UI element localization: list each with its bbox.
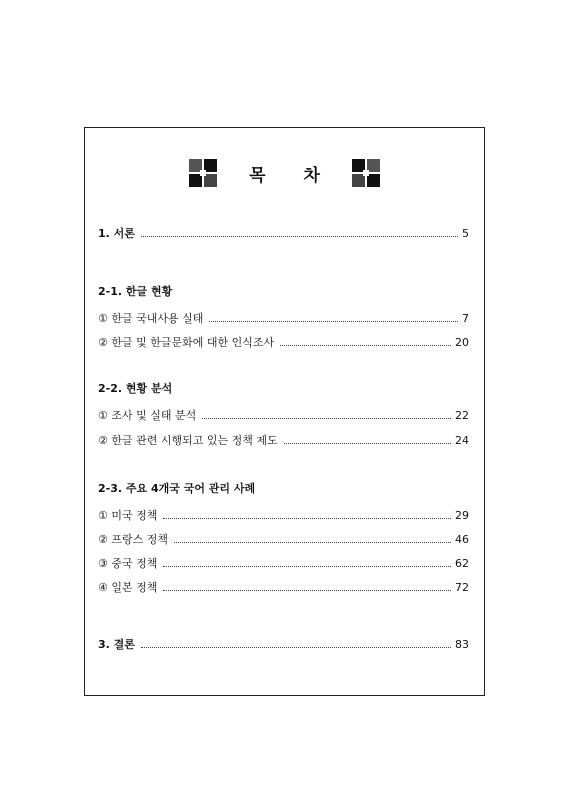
toc-entry-intro[interactable] [98, 225, 469, 241]
dot-leader [163, 566, 451, 567]
toc-entry-label: 1. 서론 [98, 227, 135, 240]
toc-page-number: 24 [455, 434, 469, 447]
toc-entry-label: 3. 결론 [98, 638, 135, 651]
toc-entry[interactable] [98, 579, 469, 595]
toc-title: 목 차 [249, 165, 336, 186]
toc-page-number: 72 [455, 581, 469, 594]
dot-leader [280, 345, 451, 346]
dot-leader [163, 518, 451, 519]
toc-entry-label: ① 조사 및 실태 분석 [98, 409, 197, 422]
toc-page-number: 29 [455, 509, 469, 522]
dot-leader [141, 647, 451, 648]
toc-entry-conclusion[interactable] [98, 636, 469, 652]
section-heading-2-2: 2-2. 현황 분석 [98, 382, 173, 395]
toc-page-number: 62 [455, 557, 469, 570]
dot-leader [284, 443, 451, 444]
toc-entry[interactable] [98, 555, 469, 571]
toc-entry-label: ④ 일본 정책 [98, 581, 158, 594]
toc-entry[interactable] [98, 507, 469, 523]
toc-page-number: 83 [455, 638, 469, 651]
dot-leader [174, 542, 451, 543]
toc-entry[interactable] [98, 432, 469, 448]
section-heading-2-3: 2-3. 주요 4개국 국어 관리 사례 [98, 482, 256, 495]
dot-leader [202, 418, 451, 419]
toc-entry[interactable] [98, 334, 469, 350]
toc-title-row [85, 158, 484, 188]
toc-entry-label: ③ 중국 정책 [98, 557, 158, 570]
right-square-ornament-icon [352, 159, 380, 187]
toc-page-number: 20 [455, 336, 469, 349]
toc-entry[interactable] [98, 407, 469, 423]
toc-page-number: 22 [455, 409, 469, 422]
dot-leader [163, 590, 451, 591]
toc-page-number: 7 [462, 312, 469, 325]
toc-entry-label: ② 한글 및 한글문화에 대한 인식조사 [98, 336, 275, 349]
left-square-ornament-icon [189, 159, 217, 187]
toc-entry-label: ② 프랑스 정책 [98, 533, 168, 546]
toc-page-number: 46 [455, 533, 469, 546]
toc-entry-label: ① 미국 정책 [98, 509, 158, 522]
toc-entry[interactable] [98, 310, 469, 326]
toc-entry-label: ② 한글 관련 시행되고 있는 정책 제도 [98, 434, 278, 447]
toc-entry-label: ① 한글 국내사용 실태 [98, 312, 204, 325]
dot-leader [209, 321, 458, 322]
toc-page-number: 5 [462, 227, 469, 240]
toc-entry[interactable] [98, 531, 469, 547]
dot-leader [141, 236, 458, 237]
toc-frame [84, 127, 485, 696]
section-heading-2-1: 2-1. 한글 현황 [98, 285, 173, 298]
